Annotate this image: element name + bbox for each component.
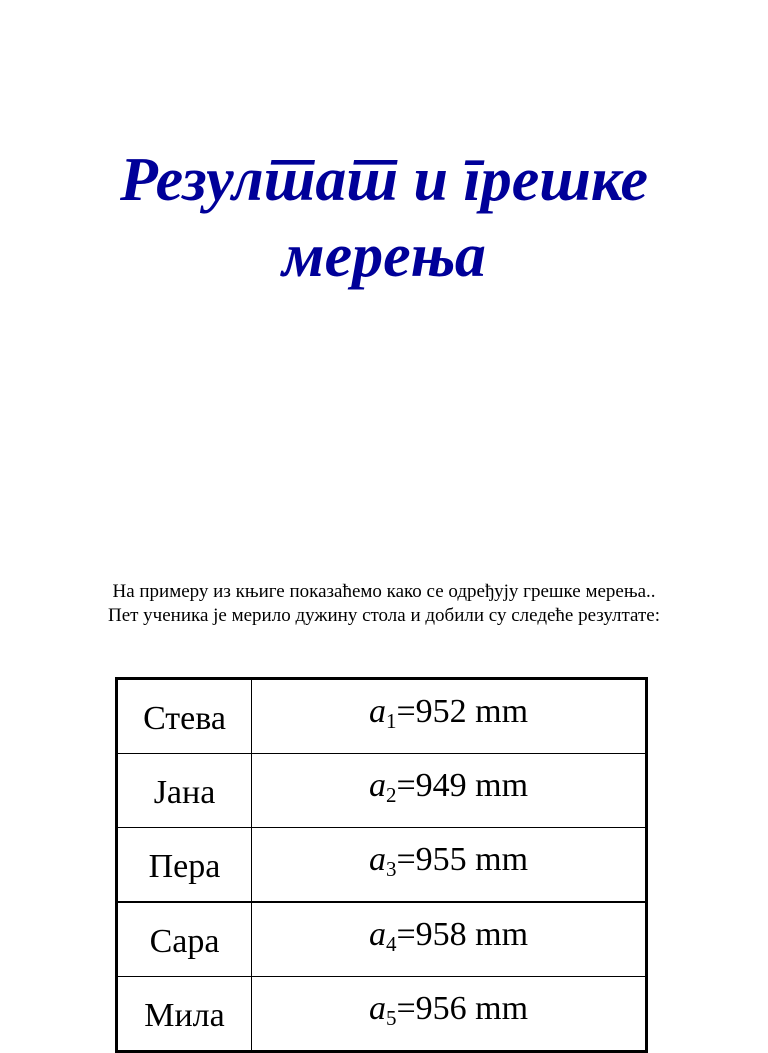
variable-symbol: a [368, 693, 386, 730]
table-row [117, 828, 647, 903]
variable-index: 5 [385, 1006, 397, 1030]
student-name: Сара [117, 902, 252, 977]
student-name: Јана [117, 754, 252, 828]
intro-line-1: На примеру из књиге показаћемо како се одређују грешке мерења.. [112, 581, 656, 602]
value-text: =956 mm [396, 990, 529, 1027]
table-row [117, 977, 647, 1052]
value-text: =958 mm [396, 916, 529, 953]
value-text: =949 mm [396, 767, 529, 804]
title-line-1: Резултат и грешке [119, 146, 649, 214]
variable-symbol: a [368, 841, 386, 878]
student-name: Пера [117, 828, 252, 903]
measurements-table [115, 677, 648, 1053]
table-row [117, 902, 647, 977]
title-line-2: мерења [282, 222, 486, 290]
measurement-value [252, 902, 647, 977]
variable-symbol: a [368, 767, 386, 804]
value-text: =955 mm [396, 841, 529, 878]
variable-index: 3 [385, 857, 397, 881]
table-row [117, 679, 647, 754]
measurement-value [252, 977, 647, 1052]
value-text: =952 mm [396, 693, 529, 730]
measurement-value [252, 754, 647, 828]
variable-index: 4 [385, 932, 397, 956]
variable-symbol: a [368, 990, 386, 1027]
intro-line-2: Пет ученика је мерило дужину стола и добили су следеће резултате: [107, 605, 661, 626]
measurement-value [252, 828, 647, 903]
variable-symbol: a [368, 916, 386, 953]
page-title [0, 142, 768, 294]
variable-index: 1 [385, 709, 397, 733]
table-row [117, 754, 647, 828]
student-name: Стева [117, 679, 252, 754]
intro-text [0, 580, 768, 628]
variable-index: 2 [385, 783, 397, 807]
student-name: Мила [117, 977, 252, 1052]
measurement-value [252, 679, 647, 754]
